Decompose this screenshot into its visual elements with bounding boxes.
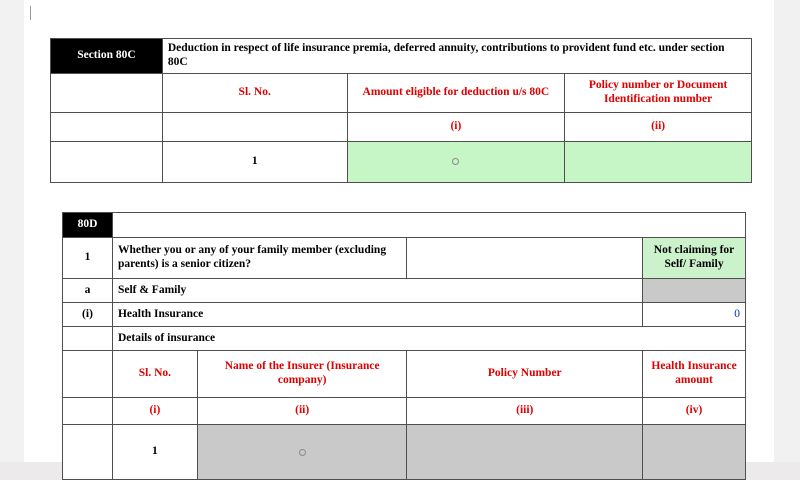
section-80d-amount-cell[interactable] [643, 425, 746, 480]
section-80c-colnum-row [51, 112, 752, 141]
section-80d-col-policy: Policy Number [407, 351, 643, 398]
section-80d-health-insurance-slno: (i) [63, 303, 113, 327]
section-80d-colnum-ii: (ii) [197, 398, 407, 425]
section-80c-label: Section 80C [51, 39, 163, 74]
section-80d-self-family-slno: a [63, 279, 113, 303]
section-80c-col-policy: Policy number or Document Identification number [565, 73, 752, 112]
section-80c-amount-cell[interactable] [347, 141, 565, 182]
section-80d-colnum-iv: (iv) [643, 398, 746, 425]
section-80c-col-amount: Amount eligible for deduction u/s 80C [347, 73, 565, 112]
section-80d-health-insurance-label: Health Insurance [112, 303, 642, 327]
ruler-tick [30, 6, 31, 20]
section-80d-block [62, 212, 746, 480]
section-80d-self-family-value [643, 279, 746, 303]
section-80d-colnum-spacer [63, 398, 113, 425]
section-80d-policy-cell[interactable] [407, 425, 643, 480]
section-80d-label: 80D [63, 213, 113, 238]
section-80c-colnum-ii: (ii) [565, 112, 752, 141]
section-80d-colnum-iii: (iii) [407, 398, 643, 425]
section-80d-self-family-label: Self & Family [112, 279, 642, 303]
section-80c-header-spacer [51, 73, 163, 112]
section-80c-header-row [51, 73, 752, 112]
section-80d-question-text: Whether you or any of your family member (excluding parents) is a senior citizen? [112, 238, 407, 279]
section-80d-label-blank [112, 213, 745, 238]
section-80d-col-insurer: Name of the Insurer (Insurance company) [197, 351, 407, 398]
section-80d-health-insurance-value[interactable]: 0 [643, 303, 746, 327]
section-80d-row-spacer [63, 425, 113, 480]
section-80d-colnum-row [63, 398, 746, 425]
table-row [63, 425, 746, 480]
section-80c-row-slno: 1 [162, 141, 347, 182]
section-80d-col-slno: Sl. No. [112, 351, 197, 398]
table-row [51, 141, 752, 182]
section-80c-colnum-blank [162, 112, 347, 141]
section-80c-policy-cell[interactable] [565, 141, 752, 182]
section-80c-row-spacer [51, 141, 163, 182]
section-80d-header-row [63, 351, 746, 398]
section-80d-insurer-cell[interactable] [197, 425, 407, 480]
page-right-margin [774, 0, 800, 480]
section-80d-details-row [63, 327, 746, 351]
section-80d-col-amount: Health Insurance amount [643, 351, 746, 398]
section-80d-header-spacer [63, 351, 113, 398]
cursor-dot-icon [299, 449, 306, 456]
section-80d-question-answer[interactable]: Not claiming for Self/ Family [643, 238, 746, 279]
section-80d-self-family-row [63, 279, 746, 303]
section-80d-details-label: Details of insurance [112, 327, 745, 351]
section-80c-block [50, 38, 752, 183]
cursor-dot-icon [452, 158, 459, 165]
section-80d-label-row [63, 213, 746, 238]
section-80d-details-slno [63, 327, 113, 351]
section-80c-description: Deduction in respect of life insurance premia, deferred annuity, contributions to provident fund etc. under section 80C [162, 39, 751, 74]
section-80d-row-slno: 1 [112, 425, 197, 480]
section-80d-table [62, 212, 746, 480]
section-80d-question-slno: 1 [63, 238, 113, 279]
section-80d-question-blank [407, 238, 643, 279]
section-80d-health-insurance-row [63, 303, 746, 327]
section-80c-table [50, 38, 752, 183]
section-80c-title-row [51, 39, 752, 74]
page-left-margin [0, 0, 24, 480]
section-80d-colnum-i: (i) [112, 398, 197, 425]
section-80d-question-row [63, 238, 746, 279]
section-80c-colnum-spacer [51, 112, 163, 141]
section-80c-colnum-i: (i) [347, 112, 565, 141]
section-80c-col-slno: Sl. No. [162, 73, 347, 112]
